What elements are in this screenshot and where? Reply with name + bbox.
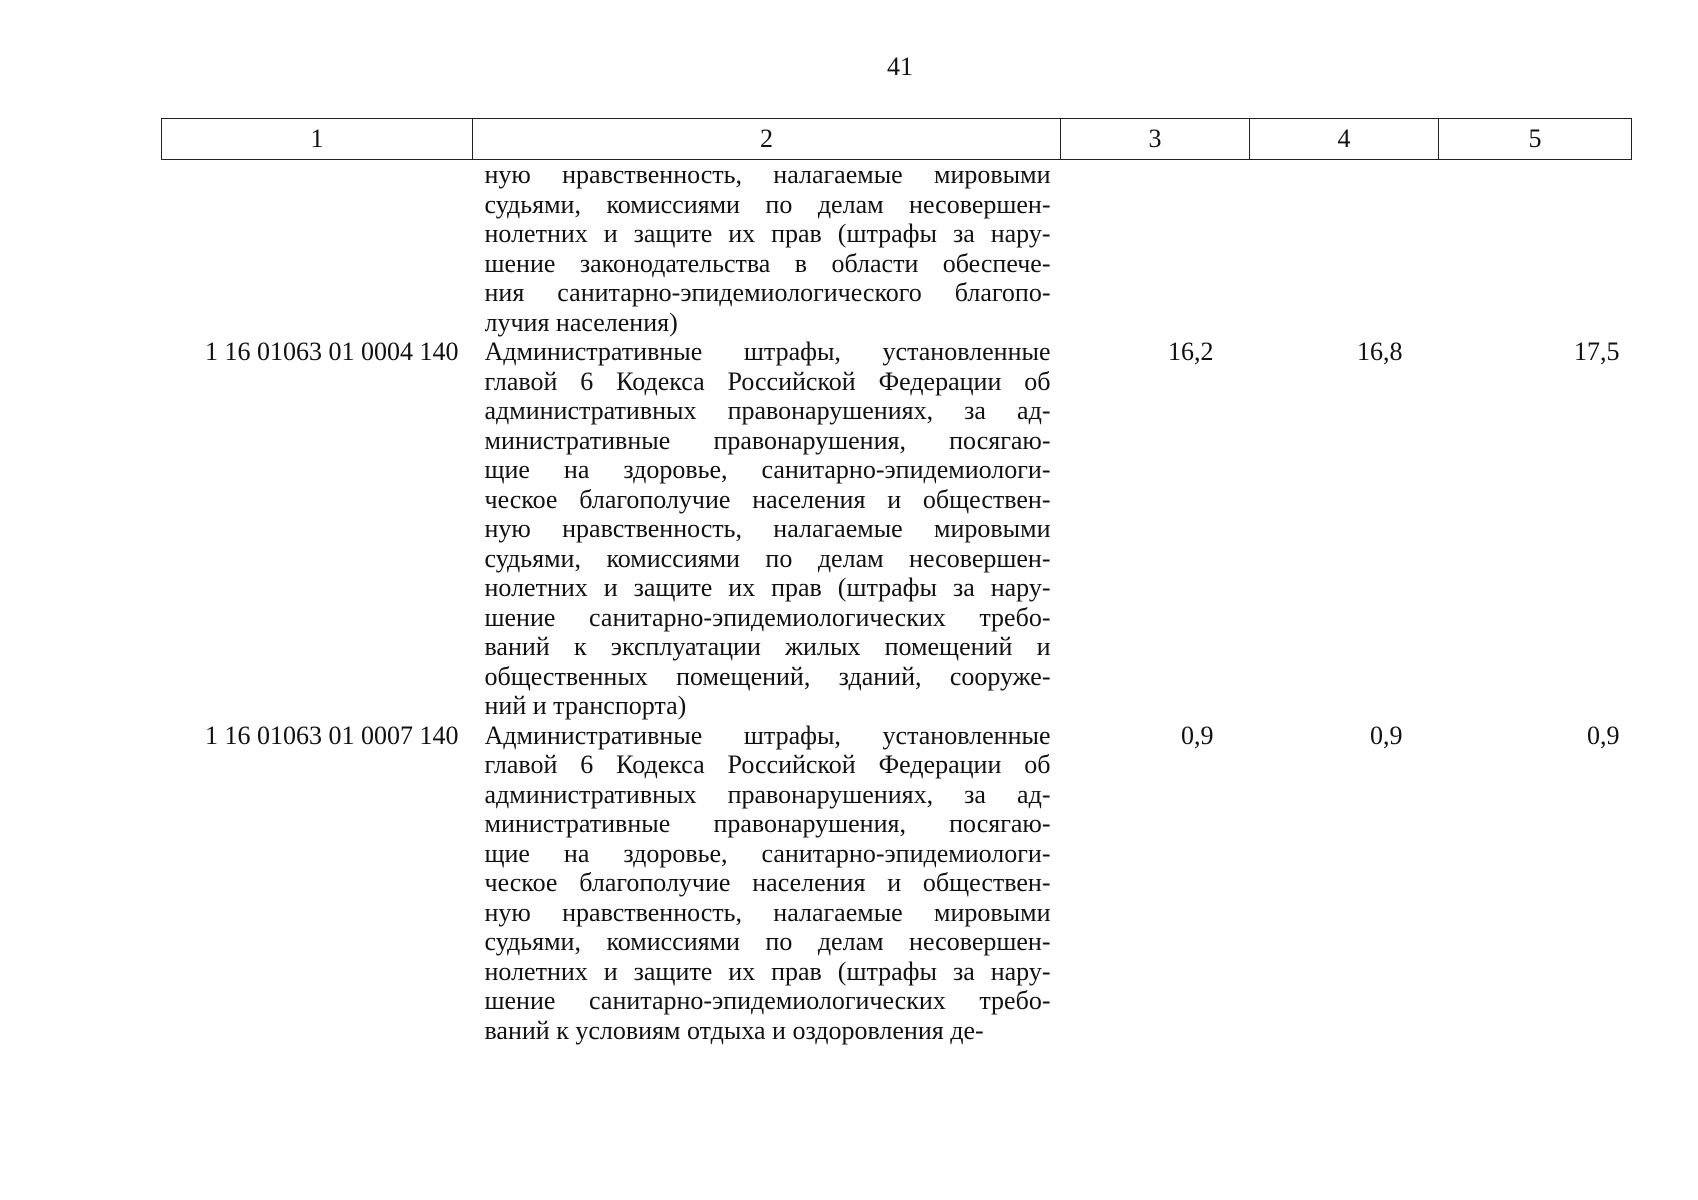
- description-line: нолетних и защите их прав (штрафы за нару-: [484, 219, 1051, 248]
- budget-table: [161, 118, 1632, 1045]
- amount-col-5: 0,9: [1587, 720, 1620, 750]
- page-number: 41: [887, 52, 913, 81]
- amount-col-4: 0,9: [1370, 720, 1403, 750]
- amount-col-4: [1250, 160, 1439, 338]
- header-col-1: 1: [162, 119, 473, 160]
- header-col-2: 2: [473, 119, 1061, 160]
- description-line: нолетних и защите их прав (штрафы за нару-: [484, 573, 1051, 602]
- description-line: ную нравственность, налагаемые мировыми: [484, 514, 1051, 543]
- description-line: Административные штрафы, установленные: [484, 720, 1051, 750]
- description-line: шение санитарно-эпидемиологических требо-: [484, 602, 1051, 632]
- description-line: ваний к условиям отдыха и оздоровления де-: [484, 1015, 984, 1045]
- description-line: нолетних и защите их прав (штрафы за нару-: [484, 956, 1051, 986]
- table-body: [162, 160, 1632, 1046]
- amount-col-3: 0,9: [1181, 720, 1214, 750]
- amount-col-5: [1439, 160, 1632, 338]
- table-header: [162, 119, 1632, 160]
- header-col-5: 5: [1439, 119, 1632, 160]
- amount-col-3: [1061, 160, 1250, 338]
- description-line: ческое благополучие населения и обществен-: [484, 484, 1051, 514]
- amount-col-4: 16,8: [1357, 337, 1403, 366]
- amount-col-3: 16,2: [1168, 337, 1214, 366]
- budget-code: 1 16 01063 01 0007 140: [205, 720, 459, 750]
- amount-col-5: 17,5: [1574, 337, 1620, 366]
- header-col-3: 3: [1061, 119, 1250, 160]
- table-row: [162, 721, 1632, 1046]
- header-col-4: 4: [1250, 119, 1439, 160]
- revenue-description: [473, 160, 1061, 338]
- description-line: министративные правонарушения, посягаю-: [484, 425, 1051, 455]
- budget-code: 1 16 01063 01 0004 140: [205, 337, 459, 366]
- revenue-description: [473, 721, 1061, 1046]
- description-line: судьями, комиссиями по делам несовершен-: [484, 189, 1051, 219]
- description-line: шение законодательства в области обеспече-: [484, 248, 1051, 278]
- description-line: главой 6 Кодекса Российской Федерации об: [484, 366, 1051, 396]
- description-line: административных правонарушениях, за ад-: [484, 779, 1051, 809]
- description-line: ния санитарно-эпидемиологического благопо-: [484, 278, 1051, 307]
- description-line: административных правонарушениях, за ад-: [484, 396, 1051, 425]
- description-line: шение санитарно-эпидемиологических требо-: [484, 986, 1051, 1015]
- description-line: щие на здоровье, санитарно-эпидемиологи-: [484, 455, 1051, 484]
- table-row: [162, 160, 1632, 338]
- description-line: щие на здоровье, санитарно-эпидемиологи-: [484, 838, 1051, 868]
- table-row: [162, 337, 1632, 721]
- description-line: общественных помещений, зданий, сооруже-: [484, 661, 1051, 691]
- description-line: ваний к эксплуатации жилых помещений и: [484, 632, 1051, 661]
- description-line: судьями, комиссиями по делам несовершен-: [484, 543, 1051, 573]
- revenue-description: [473, 337, 1061, 721]
- description-line: министративные правонарушения, посягаю-: [484, 809, 1051, 838]
- description-line: главой 6 Кодекса Российской Федерации об: [484, 750, 1051, 779]
- description-line: ную нравственность, налагаемые мировыми: [484, 897, 1051, 927]
- description-line: ную нравственность, налагаемые мировыми: [484, 160, 1051, 189]
- description-line: Административные штрафы, установленные: [484, 337, 1051, 366]
- budget-code: [162, 160, 473, 338]
- description-line: лучия населения): [484, 307, 678, 337]
- description-line: ческое благополучие населения и обществен-: [484, 868, 1051, 897]
- description-line: ний и транспорта): [484, 691, 687, 720]
- header-row: [162, 119, 1632, 160]
- description-line: судьями, комиссиями по делам несовершен-: [484, 927, 1051, 956]
